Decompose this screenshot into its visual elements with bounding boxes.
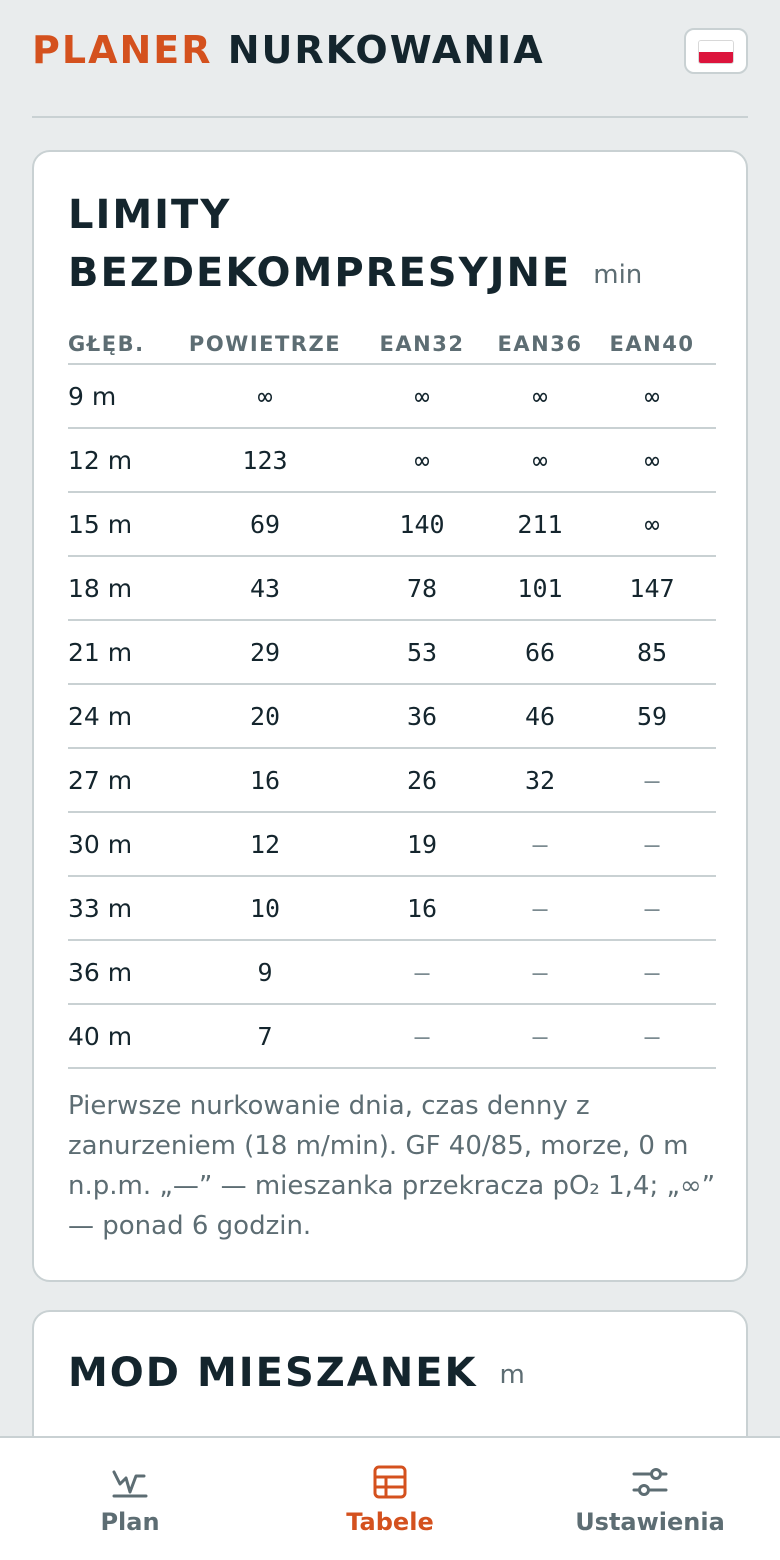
ndl-value-cell: 53 bbox=[352, 620, 492, 684]
table-row bbox=[68, 620, 716, 684]
nav-settings[interactable] bbox=[520, 1438, 780, 1560]
ndl-value-cell: — bbox=[352, 1004, 492, 1068]
ndl-value-cell: — bbox=[492, 876, 588, 940]
sliders-icon bbox=[630, 1462, 670, 1502]
ndl-value-cell: — bbox=[492, 940, 588, 1004]
col-depth: GŁĘB. bbox=[68, 324, 178, 364]
depth-cell: 18 m bbox=[68, 556, 178, 620]
col-ean40: EAN40 bbox=[588, 324, 716, 364]
ndl-value-cell: 20 bbox=[178, 684, 352, 748]
table-row bbox=[68, 1004, 716, 1068]
ndl-value-cell: 59 bbox=[588, 684, 716, 748]
nav-plan-label: Plan bbox=[100, 1508, 160, 1536]
nav-settings-label: Ustawienia bbox=[575, 1508, 725, 1536]
ndl-value-cell: 32 bbox=[492, 748, 588, 812]
ndl-value-cell: 123 bbox=[178, 428, 352, 492]
ndl-value-cell: 46 bbox=[492, 684, 588, 748]
ndl-value-cell: 147 bbox=[588, 556, 716, 620]
ndl-value-cell: 12 bbox=[178, 812, 352, 876]
ndl-value-cell: ∞ bbox=[492, 428, 588, 492]
col-ean32: EAN32 bbox=[352, 324, 492, 364]
depth-cell: 21 m bbox=[68, 620, 178, 684]
table-row bbox=[68, 876, 716, 940]
ndl-title-text: LIMITY BEZDEKOMPRESYJNE bbox=[68, 192, 572, 296]
ndl-value-cell: ∞ bbox=[352, 428, 492, 492]
table-row bbox=[68, 748, 716, 812]
ndl-value-cell: 19 bbox=[352, 812, 492, 876]
ndl-value-cell: 85 bbox=[588, 620, 716, 684]
depth-cell: 24 m bbox=[68, 684, 178, 748]
dive-plan-icon bbox=[110, 1462, 150, 1502]
ndl-note: Pierwsze nurkowanie dnia, czas denny z zanurzeniem (18 m/min). GF 40/85, morze, 0 m n.p.m. „—” — mieszanka przekracza pO₂ 1,4; „∞” — ponad 6 godzin. bbox=[68, 1091, 716, 1241]
ndl-value-cell: 78 bbox=[352, 556, 492, 620]
app-title bbox=[32, 28, 545, 72]
ndl-value-cell: 16 bbox=[178, 748, 352, 812]
ndl-card-title bbox=[68, 186, 643, 304]
ndl-value-cell: 211 bbox=[492, 492, 588, 556]
table-icon bbox=[370, 1462, 410, 1502]
app-header bbox=[32, 0, 748, 118]
ndl-value-cell: 66 bbox=[492, 620, 588, 684]
ndl-value-cell: 101 bbox=[492, 556, 588, 620]
ndl-value-cell: 43 bbox=[178, 556, 352, 620]
ndl-value-cell: ∞ bbox=[178, 364, 352, 428]
ndl-value-cell: — bbox=[588, 748, 716, 812]
depth-cell: 9 m bbox=[68, 364, 178, 428]
table-row bbox=[68, 364, 716, 428]
ndl-unit: min bbox=[593, 260, 643, 290]
app-title-accent: PLANER bbox=[32, 28, 213, 72]
ndl-value-cell: ∞ bbox=[588, 492, 716, 556]
language-button[interactable] bbox=[684, 28, 748, 74]
ndl-value-cell: — bbox=[588, 812, 716, 876]
ndl-value-cell: 9 bbox=[178, 940, 352, 1004]
table-row bbox=[68, 684, 716, 748]
ndl-value-cell: 10 bbox=[178, 876, 352, 940]
ndl-table bbox=[68, 324, 716, 1069]
table-row bbox=[68, 812, 716, 876]
ndl-value-cell: ∞ bbox=[588, 428, 716, 492]
ndl-value-cell: — bbox=[588, 940, 716, 1004]
ndl-value-cell: — bbox=[492, 1004, 588, 1068]
ndl-value-cell: — bbox=[492, 812, 588, 876]
ndl-value-cell: 69 bbox=[178, 492, 352, 556]
ndl-value-cell: 16 bbox=[352, 876, 492, 940]
mod-card-title bbox=[68, 1344, 525, 1404]
col-ean36: EAN36 bbox=[492, 324, 588, 364]
nav-tables[interactable] bbox=[260, 1438, 520, 1560]
ndl-value-cell: — bbox=[588, 876, 716, 940]
ndl-value-cell: 29 bbox=[178, 620, 352, 684]
bottom-nav bbox=[0, 1436, 780, 1560]
app-title-rest: NURKOWANIA bbox=[227, 28, 545, 72]
depth-cell: 15 m bbox=[68, 492, 178, 556]
ndl-value-cell: 140 bbox=[352, 492, 492, 556]
pl-flag-icon bbox=[698, 40, 734, 64]
ndl-header-row bbox=[68, 324, 716, 364]
depth-cell: 12 m bbox=[68, 428, 178, 492]
depth-cell: 27 m bbox=[68, 748, 178, 812]
table-row bbox=[68, 428, 716, 492]
ndl-value-cell: — bbox=[352, 940, 492, 1004]
ndl-table-body bbox=[68, 364, 716, 1068]
ndl-value-cell: 36 bbox=[352, 684, 492, 748]
ndl-value-cell: ∞ bbox=[492, 364, 588, 428]
ndl-value-cell: 7 bbox=[178, 1004, 352, 1068]
col-air: POWIETRZE bbox=[178, 324, 352, 364]
ndl-card bbox=[32, 150, 748, 1282]
mod-unit: m bbox=[499, 1360, 525, 1390]
ndl-value-cell: ∞ bbox=[352, 364, 492, 428]
table-row bbox=[68, 940, 716, 1004]
depth-cell: 30 m bbox=[68, 812, 178, 876]
table-row bbox=[68, 556, 716, 620]
ndl-value-cell: — bbox=[588, 1004, 716, 1068]
ndl-value-cell: ∞ bbox=[588, 364, 716, 428]
nav-tables-label: Tabele bbox=[346, 1508, 434, 1536]
depth-cell: 33 m bbox=[68, 876, 178, 940]
depth-cell: 40 m bbox=[68, 1004, 178, 1068]
table-row bbox=[68, 492, 716, 556]
depth-cell: 36 m bbox=[68, 940, 178, 1004]
ndl-value-cell: 26 bbox=[352, 748, 492, 812]
nav-plan[interactable] bbox=[0, 1438, 260, 1560]
mod-title-text: MOD MIESZANEK bbox=[68, 1350, 478, 1396]
